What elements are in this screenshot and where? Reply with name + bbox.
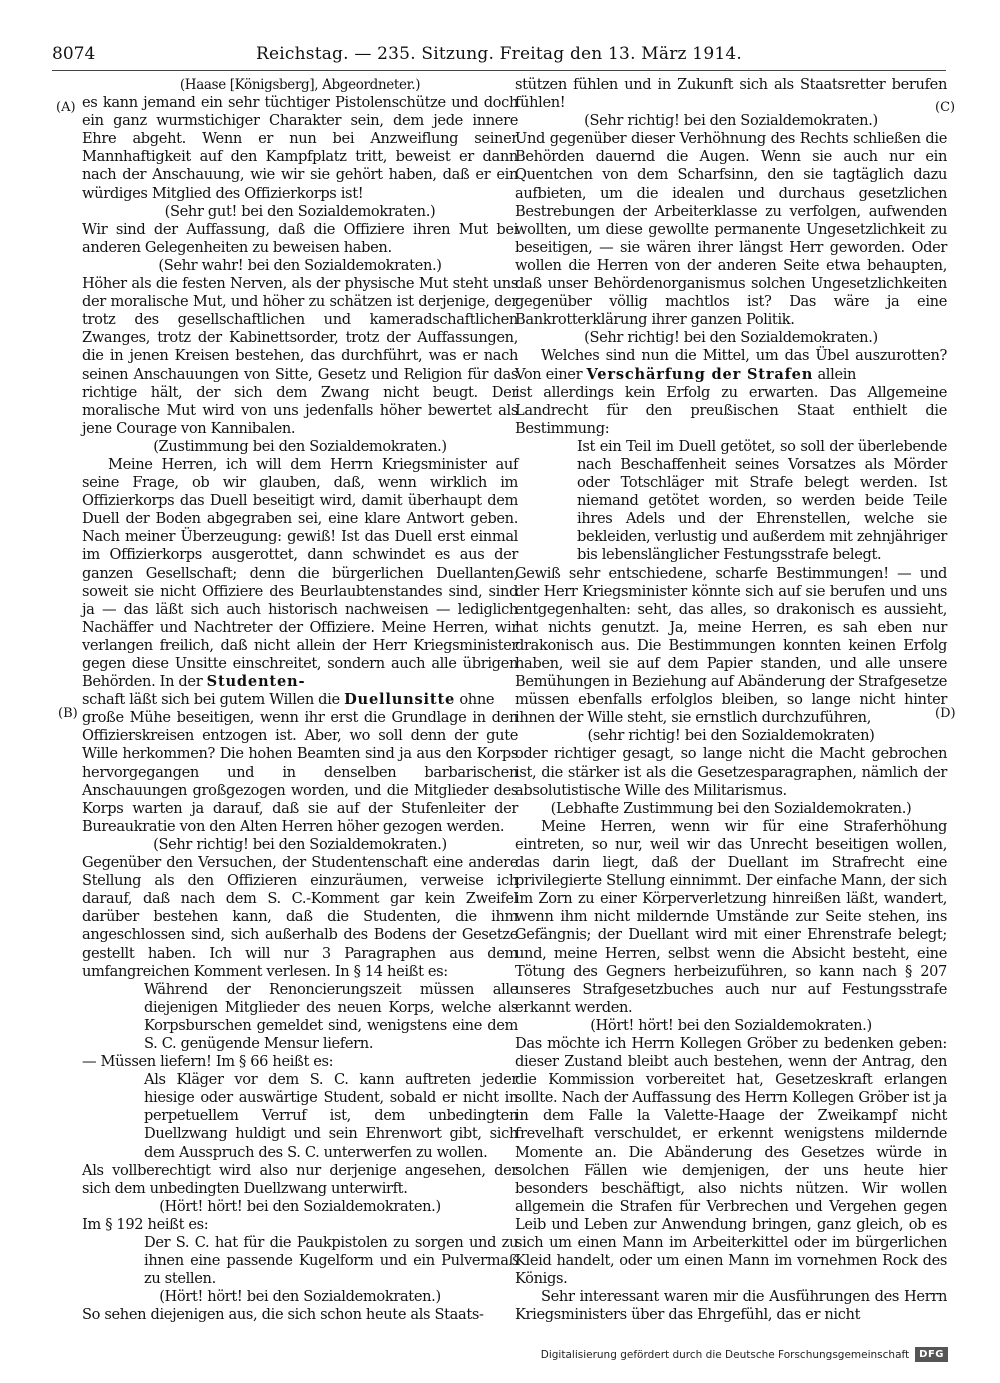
paragraph: oder richtiger gesagt, so lange nicht die Macht gebrochen ist, die stärker ist als die Gesetzesparagraphen, nämlich der absolutistische Wille des Militarismus. [515,745,947,799]
margin-mark-b: (B) [58,706,78,721]
interjection: (Hört! hört! bei den Sozialdemokraten.) [590,1016,872,1034]
paragraph: — Müssen liefern! Im § 66 heißt es: [82,1053,334,1071]
paragraph: Und gegenüber dieser Verhöhnung des Rechts schließen die Behörden dauernd die Augen. Wenn sie auch nur ein Quentchen von dem Scharfsinn, den sie tagtäglich dazu aufbieten, um die idealen und durchaus gesetzlichen Bestrebungen der Arbeiterklasse zu verfolgen, aufwenden wollten, um diese gewollte permanente Ungesetzlichkeit zu beseitigen, — sie wären ihrer längst Herr geworden. Oder wollen die Herren von der anderen Seite etwa behaupten, daß unser Behördenorganismus solchen Ungesetzlichkeiten gegenüber völlig machtlos ist? Das wäre ja eine Bankrotterklärung ihrer ganzen Politik. [515,130,947,329]
speaker-line: (Haase [Königsberg], Abgeordneter.) [179,77,421,93]
interjection: (sehr richtig! bei den Sozialdemokraten) [587,727,875,745]
emphasis-studentenschaft: Studenten- [206,673,306,691]
paragraph: Als vollberechtigt wird also nur derjenige angesehen, der sich dem unbedingten Duellzwang unterwirft. [82,1161,518,1197]
paragraph: Das möchte ich Herrn Kollegen Gröber zu bedenken geben: dieser Zustand bleibt auch bestehen, wenn der Antrag, den die Kommission vorbereitet hat, Gesetzeskraft erlangen sollte. Nach der Auffassung des Herrn Kollegen Gröber ist ja in dem Falle la Valette-Haage der Zweikampf nicht frevelhaft verschuldet, er erkennt wenigstens mildernde Momente an. Die Abänderung des Gesetzes würde in solchen Fällen wie demjenigen, der uns heute hier besonders beschäftigt, also nichts nützen. Wir wollen allgemein die Strafen für Verbrechen und Vergehen gegen Leib und Leben zur Anwendung bringen, ganz gleich, ob es sich um einen Mann im Arbeiterkittel oder im bürgerlichen Kleid handelt, oder um einen Mann im vornehmen Rock des Königs. [515,1034,947,1288]
interjection: (Sehr gut! bei den Sozialdemokraten.) [164,202,436,220]
interjection: (Sehr richtig! bei den Sozialdemokraten.) [584,112,878,130]
paragraph: ist allerdings kein Erfolg zu erwarten. Das Allgemeine Landrecht für den preußischen Staat enthielt die Bestimmung: [515,383,947,437]
paragraph: große Mühe beseitigen, wenn ihr erst die Grundlage in den Offizierskreisen entzogen ist. Aber, wo soll denn der gute Wille herkommen? Die hohen Beamten sind ja aus den Korps hervorgegangen und in denselben barbarischen Anschauungen großgezogen worden, und die Mitglieder des Korps warten ja darauf, daß sie auf der Stufenleiter der Bureaukratie von den Alten Herren höher gezogen werden. [82,709,518,835]
interjection: (Zustimmung bei den Sozialdemokraten.) [153,437,447,455]
emphasis-verschaerfung: Verschärfung der Strafen [586,365,814,383]
page-footer [541,1347,948,1362]
paragraph: Im § 192 heißt es: [82,1215,209,1233]
paragraph-text: ohne [459,691,495,709]
footer-credit: Digitalisierung gefördert durch die Deutsche Forschungsgemeinschaft [540,1348,910,1361]
paragraph-with-emphasis [82,456,518,691]
interjection: (Hört! hört! bei den Sozialdemokraten.) [159,1288,441,1306]
page-number: 8074 [52,44,96,64]
paragraph: Meine Herren, wenn wir für eine Straferhöhung eintreten, so nur, weil wir das Unrecht beseitigen wollen, das darin liegt, daß der Duellant im Strafrecht eine privilegierte Stellung einnimmt. Der einfache Mann, der sich im Zorn zu einer Körperverletzung hinreißen läßt, wandert, wenn ihm nicht mildernde Umstände zur Seite stehen, ins Gefängnis; der Duellant wird mit einer Ehrenstrafe belegt; und, meine Herren, selbst wenn die Absicht besteht, eine Tötung des Gegners herbeizuführen, so kann nach § 207 unseres Strafgesetzbuches auch nur auf Festungsstrafe erkannt werden. [515,817,947,1016]
paragraph-text: allein [817,365,857,383]
margin-mark-a: (A) [56,100,76,115]
paragraph-with-emphasis [82,691,518,709]
margin-mark-c: (C) [935,100,956,115]
interjection: (Sehr wahr! bei den Sozialdemokraten.) [158,256,442,274]
quotation: Während der Renoncierungszeit müssen alle diejenigen Mitglieder des neuen Korps, welche als Korpsburschen gemeldet sind, wenigstens eine dem S. C. genügende Mensur liefern. [144,980,518,1052]
left-column [82,76,518,1324]
paragraph: Höher als die festen Nerven, als der physische Mut steht uns der moralische Mut, und höher zu schätzen ist derjenige, der trotz des gesellschaftlichen und kameradschaftlichen Zwanges, trotz der Kabinettsorder, trotz der Auffassungen, die in jenen Kreisen bestehen, das durchführt, was er nach seinen Anschauungen von Sitte, Gesetz und Religion für das richtige hält, der sich dem Zwang nicht beugt. Der moralische Mut wird von uns jedenfalls höher bewertet als jene Courage von Kannibalen. [82,275,518,437]
paragraph: Wir sind der Auffassung, daß die Offiziere ihren Mut bei anderen Gelegenheiten zu beweisen haben. [82,220,518,256]
paragraph-text: Meine Herren, ich will dem Herrn Kriegsminister auf seine Frage, ob wir glauben, daß, wenn wirklich im Offizierkorps das Duell beseitigt wird, damit überhaupt dem Duell der Boden abgegraben sei, eine klare Antwort geben. Nach meiner Überzeugung: gewiß! Ist das Duell erst einmal im Offizierkorps ausgerottet, dann schwindet es aus der ganzen Gesellschaft; denn die bürgerlichen Duellanten, soweit sie nicht Offiziere des Beurlaubtenstandes sind, sind ja — das läßt sich auch historisch nachweisen — lediglich Nachäffer und Nachtreter der Offiziere. Meine Herren, wir verlangen freilich, daß nicht allein der Herr Kriegsminister gegen diese Unsitte einschreitet, sondern auch alle übrigen Behörden. In der [82,455,518,691]
paragraph-with-emphasis [515,347,947,383]
paragraph: Sehr interessant waren mir die Ausführungen des Herrn Kriegsministers über das Ehrgefühl, das er nicht [515,1288,947,1324]
paragraph-text: Welches sind nun die Mittel, um das Übel auszurotten? Von einer [515,347,947,383]
page-header [52,42,946,71]
paragraph: Gegenüber den Versuchen, der Studentenschaft eine andere Stellung als den Offizieren einzuräumen, verweise ich darauf, daß nach dem S. C.-Komment gar kein Zweifel darüber bestehen kann, daß die Studenten, die ihm angeschlossen sind, sich außerhalb des Bodens der Gesetze gestellt haben. Ich will nur 3 Paragraphen aus dem umfangreichen Komment verlesen. In § 14 heißt es: [82,854,518,980]
margin-mark-d: (D) [935,706,956,721]
quotation: Der S. C. hat für die Paukpistolen zu sorgen und zu ihnen eine passende Kugelform und ein Pulvermaß zu stellen. [144,1234,518,1288]
interjection: (Hört! hört! bei den Sozialdemokraten.) [159,1197,441,1215]
paragraph: es kann jemand ein sehr tüchtiger Pistolenschütze und doch ein ganz wurmstichiger Charakter sein, dem jede innere Ehre abgeht. Wenn er nun bei Anzweiflung seiner Mannhaftigkeit auf den Kampfplatz tritt, beweist er dann nach der Anschauung, wie wir sie gehört haben, daß er ein würdiges Mitglied des Offizierkorps ist! [82,94,518,202]
paragraph: stützen fühlen und in Zukunft sich als Staatsretter berufen fühlen! [515,76,947,112]
dfg-logo-icon: DFG [915,1347,948,1362]
paragraph: So sehen diejenigen aus, die sich schon heute als Staats- [82,1306,484,1324]
running-title: Reichstag. — 235. Sitzung. Freitag den 13. März 1914. [256,44,742,64]
emphasis-duellunsitte: Duellunsitte [344,691,456,709]
paragraph: Gewiß sehr entschiedene, scharfe Bestimmungen! — und der Herr Kriegsminister könnte sich auf sie berufen und uns entgegenhalten: seht, das alles, so drakonisch es aussieht, hat nichts genutzt. Ja, meine Herren, es sah eben nur drakonisch aus. Die Bestimmungen konnten keinen Erfolg haben, weil sie auf dem Papier standen, und alle unsere Bemühungen in Beziehung auf Abänderung der Strafgesetze müssen ebenfalls erfolglos bleiben, so lange nicht hinter ihnen der Wille steht, sie ernstlich durchzuführen, [515,564,947,727]
paragraph-text: schaft läßt sich bei gutem Willen die [82,691,340,709]
right-column [515,76,947,1324]
interjection: (Sehr richtig! bei den Sozialdemokraten.) [584,329,878,347]
interjection: (Sehr richtig! bei den Sozialdemokraten.) [153,835,447,853]
quotation: Als Kläger vor dem S. C. kann auftreten jeder hiesige oder auswärtige Student, sobald er nicht in perpetuellem Verruf ist, dem unbedingten Duellzwang huldigt und sein Ehrenwort gibt, sich dem Ausspruch des S. C. unterwerfen zu wollen. [144,1071,518,1161]
interjection: (Lebhafte Zustimmung bei den Sozialdemokraten.) [550,799,912,817]
quotation: Ist ein Teil im Duell getötet, so soll der überlebende nach Beschaffenheit seines Vorsatzes als Mörder oder Totschläger mit Strafe belegt werden. Ist niemand getötet worden, so werden beide Teile ihres Adels und der Ehrenstellen, welche sie bekleiden, verlustig und außerdem mit zehnjähriger bis lebenslänglicher Festungsstrafe belegt. [577,437,947,564]
